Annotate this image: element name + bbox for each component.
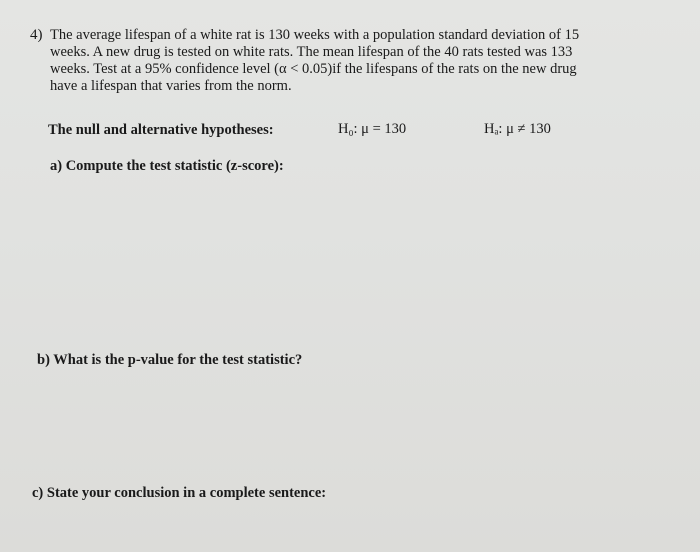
question-line: The average lifespan of a white rat is 130 weeks with a population standard deviation of 15: [50, 27, 580, 43]
null-hypothesis: H₀: μ = 130: [338, 121, 407, 137]
part-b-prompt: b) What is the p-value for the test statistic?: [37, 352, 303, 368]
question-line: weeks. Test at a 95% confidence level (α < 0.05)if the lifespans of the rats on the new drug: [50, 61, 577, 77]
question-text: [50, 27, 660, 95]
question-number: 4): [30, 27, 43, 43]
hypotheses-label: The null and alternative hypotheses:: [48, 122, 274, 138]
question-line: weeks. A new drug is tested on white rats. The mean lifespan of the 40 rats tested was 133: [50, 44, 573, 60]
question-line: have a lifespan that varies from the norm.: [50, 78, 292, 94]
part-c-prompt: c) State your conclusion in a complete sentence:: [32, 485, 327, 501]
alternative-hypothesis: Hₐ: μ ≠ 130: [484, 121, 551, 137]
part-a-prompt: a) Compute the test statistic (z-score):: [50, 158, 284, 174]
